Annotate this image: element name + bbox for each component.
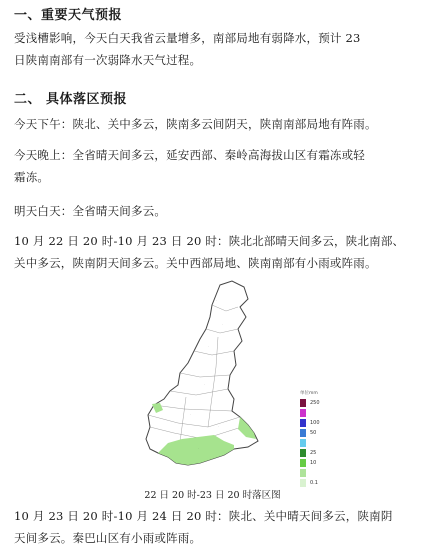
section-1-title: 一、重要天气预报 <box>14 8 123 23</box>
period1-line-2: 关中多云，陕南阴天间多云。关中西部局地、陕南南部有小雨或阵雨。 <box>14 256 377 270</box>
svg-text:·: · <box>208 344 209 348</box>
tonight-line-1: 今天晚上：全省晴天间多云，延安西部、秦岭高海拔山区有霜冻或轻 <box>14 148 365 162</box>
legend-item <box>300 458 316 468</box>
intro-paragraph <box>14 27 412 71</box>
legend-swatch <box>300 419 306 427</box>
legend-label: 100 <box>310 420 320 426</box>
legend-swatch <box>300 429 306 437</box>
section-2-title: 二、 具体落区预报 <box>14 92 128 107</box>
tomorrow-paragraph <box>14 200 412 222</box>
legend-item <box>300 428 316 438</box>
svg-text:·: · <box>218 424 219 428</box>
today-afternoon-paragraph <box>14 113 412 135</box>
legend-label: 50 <box>310 430 317 436</box>
today-afternoon-text: 今天下午：陕北、关中多云，陕南多云间阴天，陕南南部局地有阵雨。 <box>14 117 377 131</box>
svg-text:·: · <box>216 298 217 302</box>
intro-line-2: 日陕南南部有一次弱降水天气过程。 <box>14 53 202 67</box>
tonight-line-2: 霜冻。 <box>14 170 50 184</box>
svg-text:·: · <box>222 322 223 326</box>
legend-item <box>300 398 320 408</box>
legend-label: 250 <box>310 400 320 406</box>
legend-swatch <box>300 459 306 467</box>
legend-item <box>300 408 310 418</box>
legend-swatch <box>300 449 306 457</box>
legend-item <box>300 448 316 458</box>
legend-swatch <box>300 399 306 407</box>
period2-line-1: 10 月 23 日 20 时-10 月 24 日 20 时：陕北、关中晴天间多云，陕南阴 <box>14 509 393 523</box>
period1-paragraph <box>14 230 412 274</box>
legend-label: 25 <box>310 450 317 456</box>
tonight-paragraph <box>14 144 412 188</box>
period2-line-2: 天间多云。秦巴山区有小雨或阵雨。 <box>14 531 202 545</box>
legend-label: 0.1 <box>310 480 318 486</box>
legend-label: 10 <box>310 460 317 466</box>
svg-text:·: · <box>190 412 191 416</box>
map-caption: 22 日 20 时-23 日 20 时落区图 <box>144 490 281 501</box>
rainfall-legend <box>292 390 332 490</box>
legend-swatch <box>300 479 306 487</box>
intro-line-1: 受浅槽影响，今天白天我省云量增多，南部局地有弱降水，预计 23 <box>14 31 361 45</box>
svg-text:·: · <box>204 382 205 386</box>
legend-item <box>300 418 320 428</box>
svg-text:·: · <box>198 446 199 450</box>
tomorrow-text: 明天白天：全省晴天间多云。 <box>14 204 167 218</box>
legend-swatch <box>300 439 306 447</box>
legend-item <box>300 468 310 478</box>
legend-item <box>300 438 310 448</box>
period2-paragraph <box>14 505 412 549</box>
period1-line-1: 10 月 22 日 20 时-10 月 23 日 20 时：陕北北部晴天间多云，陕北南部、 <box>14 234 405 248</box>
legend-swatch <box>300 409 306 417</box>
legend-title: 单位mm <box>300 391 318 396</box>
legend-swatch <box>300 469 306 477</box>
